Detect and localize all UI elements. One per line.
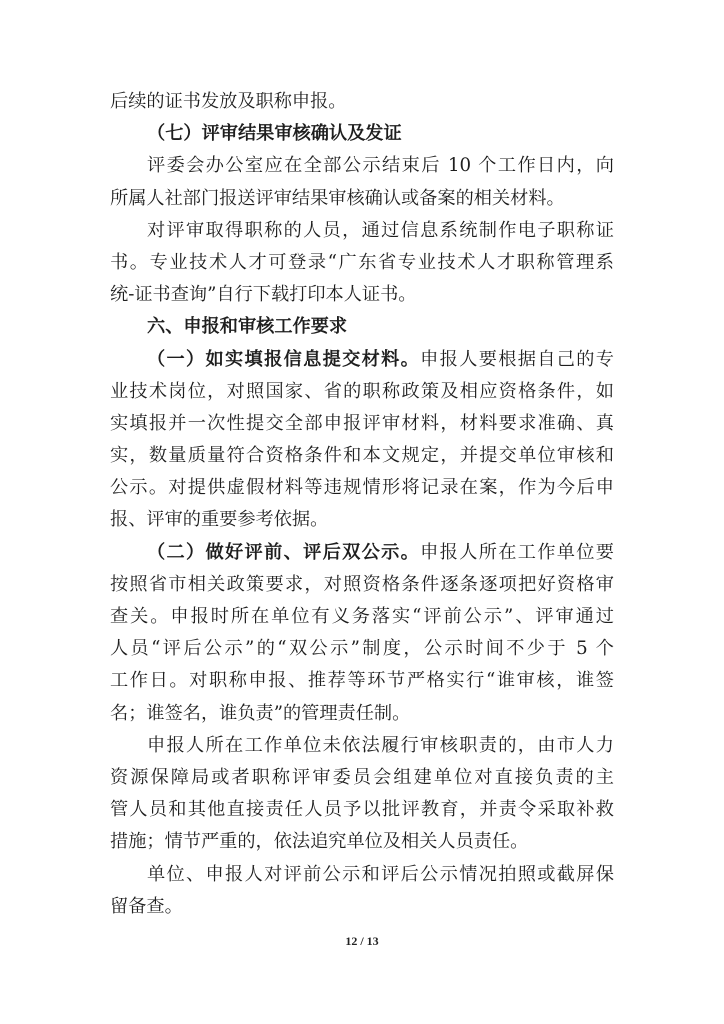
paragraph-line: 申报人所在工作单位未依法履行审核职责的，由市人力 (147, 734, 614, 756)
paragraph-line: 按照省市相关政策要求，对照资格条件逐条逐项把好资格审 (110, 573, 614, 595)
paragraph-line: 措施；情节严重的，依法追究单位及相关人员责任。 (110, 831, 529, 853)
document-page (110, 86, 614, 923)
paragraph-line: 实，数量质量符合资格条件和本文规定，并提交单位审核和 (110, 445, 614, 467)
paragraph-line: 公示。对提供虚假材料等违规情形将记录在案，作为今后申 (110, 477, 614, 499)
paragraph-line: 查关。申报时所在单位有义务落实“评前公示”、评审通过 (110, 606, 614, 627)
subsection-heading-2: （二）做好评前、评后双公示。 (147, 541, 421, 563)
paragraph-line: 单位、申报人对评前公示和评后公示情况拍照或截屏保 (147, 863, 614, 885)
paragraph-line: 统-证书查询”自行下载打印本人证书。 (110, 284, 417, 306)
paragraph-line: 管人员和其他直接责任人员予以批评教育，并责令采取补救 (110, 799, 614, 821)
paragraph-text: 申报人要根据自己的专 (420, 348, 614, 370)
paragraph-line: 后续的证书发放及职称申报。 (110, 91, 347, 112)
paragraph-line: 工作日。对职称申报、推荐等环节严格实行“谁审核，谁签 (110, 670, 614, 692)
subsection-1-first-line (110, 344, 614, 376)
paragraph-line: 人员“评后公示”的“双公示”制度，公示时间不少于 5 个 (110, 638, 614, 660)
paragraph-text: 申报人所在工作单位要 (420, 541, 614, 563)
paragraph-line: 所属人社部门报送评审结果审核确认或备案的相关材料。 (110, 187, 565, 209)
subsection-2-first-line (110, 537, 614, 569)
paragraph-line: 报、评审的重要参考依据。 (110, 509, 329, 531)
paragraph-line: 书。专业技术人才可登录“广东省专业技术人才职称管理系 (110, 251, 614, 273)
subsection-heading-1: （一）如实填报信息提交材料。 (147, 348, 421, 370)
paragraph-line: 业技术岗位，对照国家、省的职称政策及相应资格条件，如 (110, 380, 614, 402)
paragraph-line: 名；谁签名，谁负责”的管理责任制。 (110, 702, 411, 724)
paragraph-line: 对评审取得职称的人员，通过信息系统制作电子职称证 (147, 219, 614, 241)
paragraph-line: 评委会办公室应在全部公示结束后 10 个工作日内，向 (147, 155, 614, 177)
chapter-heading-6: 六、申报和审核工作要求 (147, 316, 348, 338)
section-heading-7: （七）评审结果审核确认及发证 (147, 123, 402, 145)
paragraph-line: 实填报并一次性提交全部申报评审材料，材料要求准确、真 (110, 412, 614, 434)
paragraph-line: 资源保障局或者职称评审委员会组建单位对直接负责的主 (110, 766, 614, 788)
page-number: 12 / 13 (345, 934, 379, 948)
paragraph-line: 留备查。 (110, 895, 183, 917)
